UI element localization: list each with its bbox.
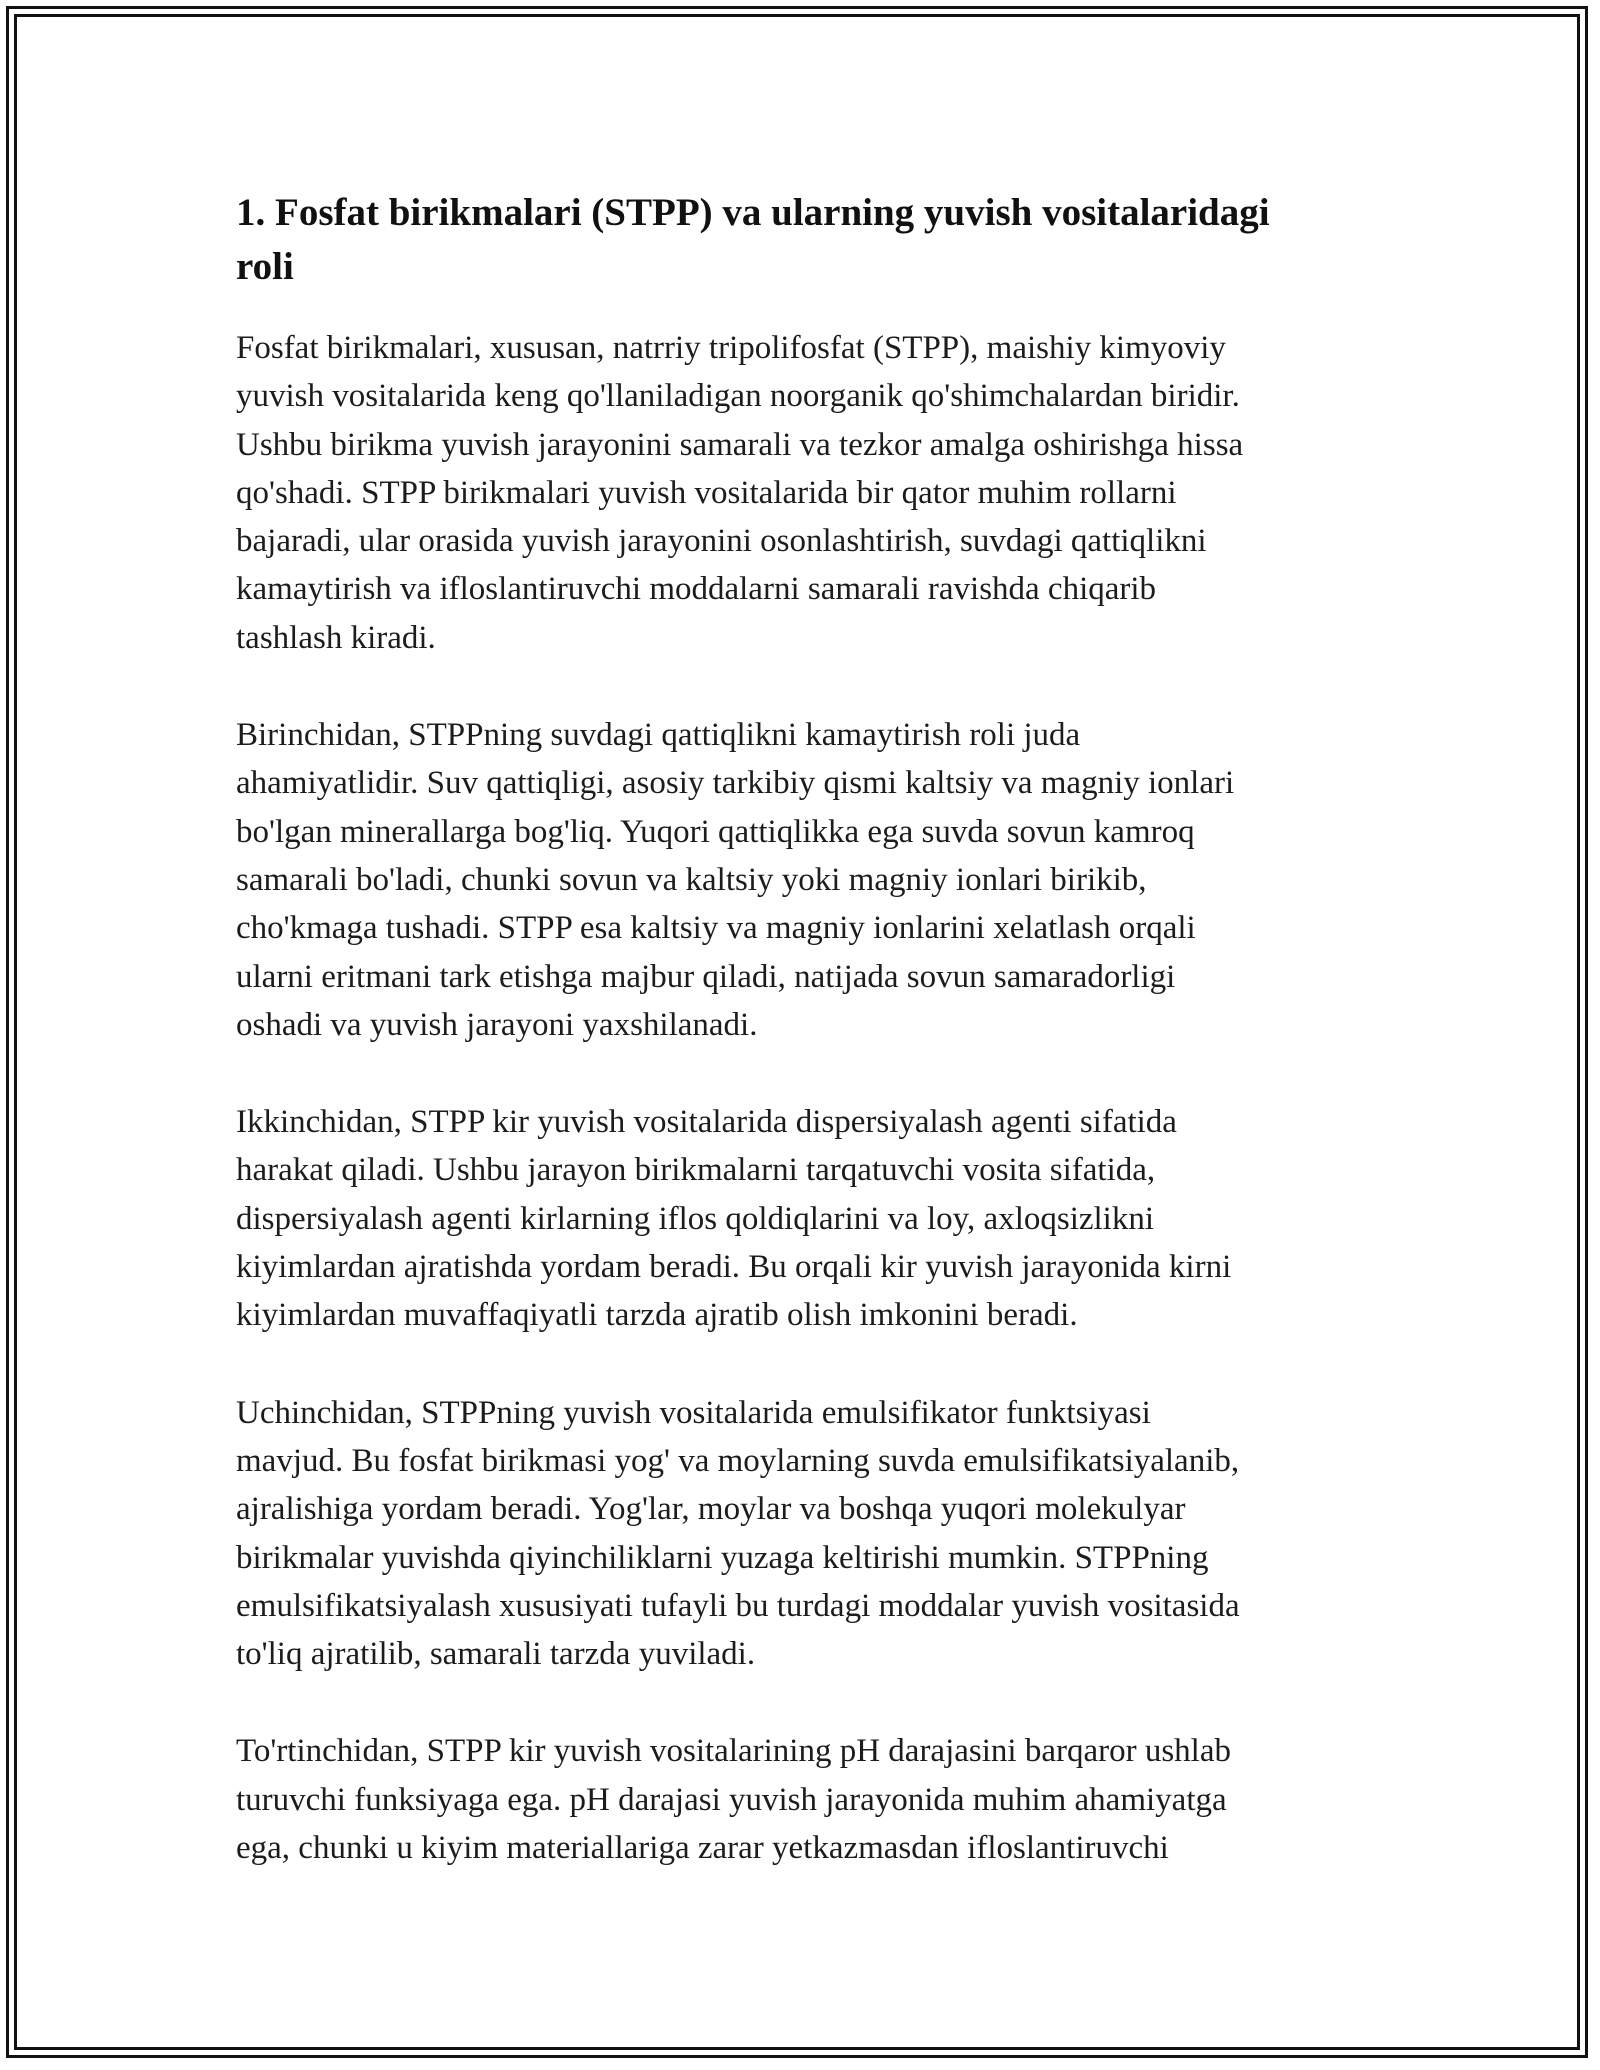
paragraph-first: Birinchidan, STPPning suvdagi qattiqlikni kamaytirish roli juda ahamiyatlidir. Suv qattiqligi, asosiy tarkibiy qismi kaltsiy va magniy ionlari bo'lgan minerallarga bog'liq. Yuqori qattiqlikka ega suvda sovun kamroq samarali bo'ladi, chunki sovun va kaltsiy yoki magniy ionlari birikib, cho'kmaga tushadi. STPP esa kaltsiy va magniy ionlarini xelatlash orqali ularni eritmani tark etishga majbur qiladi, natijada sovun samaradorligi oshadi va yuvish jarayoni yaxshilanadi. [236, 717, 1235, 1043]
paragraph-third: Uchinchidan, STPPning yuvish vositalarida emulsifikator funktsiyasi mavjud. Bu fosfat birikmasi yog' va moylarning suvda emulsifikatsiyalanib, ajralishiga yordam beradi. Yog'lar, moylar va boshqa yuqori molekulyar birikmalar yuvishda qiyinchiliklarni yuzaga keltirishi mumkin. STPPning emulsifikatsiyalash xususiyati tufayli bu turdagi moddalar yuvish vositasida to'liq ajratilib, samarali tarzda yuviladi. [236, 1394, 1240, 1673]
section-heading: 1. Fosfat birikmalari (STPP) va ularning yuvish vositalaridagi roli [236, 191, 1270, 288]
paragraph-fourth: To'rtinchidan, STPP kir yuvish vositalarining pH darajasini barqaror ushlab turuvchi funksiyaga ega. pH darajasi yuvish jarayonida muhim ahamiyatga ega, chunki u kiyim materiallariga zarar yetkazmasdan ifloslantiruvchi [236, 1733, 1231, 1867]
paragraph-second: Ikkinchidan, STPP kir yuvish vositalarida dispersiyalash agenti sifatida harakat qiladi. Ushbu jarayon birikmalarni tarqatuvchi vosita sifatida, dispersiyalash agenti kirlarning iflos qoldiqlarini va loy, axloqsizlikni kiyimlardan ajratishda yordam beradi. Bu orqali kir yuvish jarayonida kirni kiyimlardan muvaffaqiyatli tarzda ajratib olish imkonini beradi. [236, 1104, 1232, 1334]
document-body [236, 186, 1366, 1921]
paragraph-intro: Fosfat birikmalari, xususan, natrriy tripolifosfat (STPP), maishiy kimyoviy yuvish vositalarida keng qo'llaniladigan noorganik qo'shimchalardan biridir. Ushbu birikma yuvish jarayonini samarali va tezkor amalga oshirishga hissa qo'shadi. STPP birikmalari yuvish vositalarida bir qator muhim rollarni bajaradi, ular orasida yuvish jarayonini osonlashtirish, suvdagi qattiqlikni kamaytirish va ifloslantiruvchi moddalarni samarali ravishda chiqarib tashlash kiradi. [236, 330, 1244, 656]
